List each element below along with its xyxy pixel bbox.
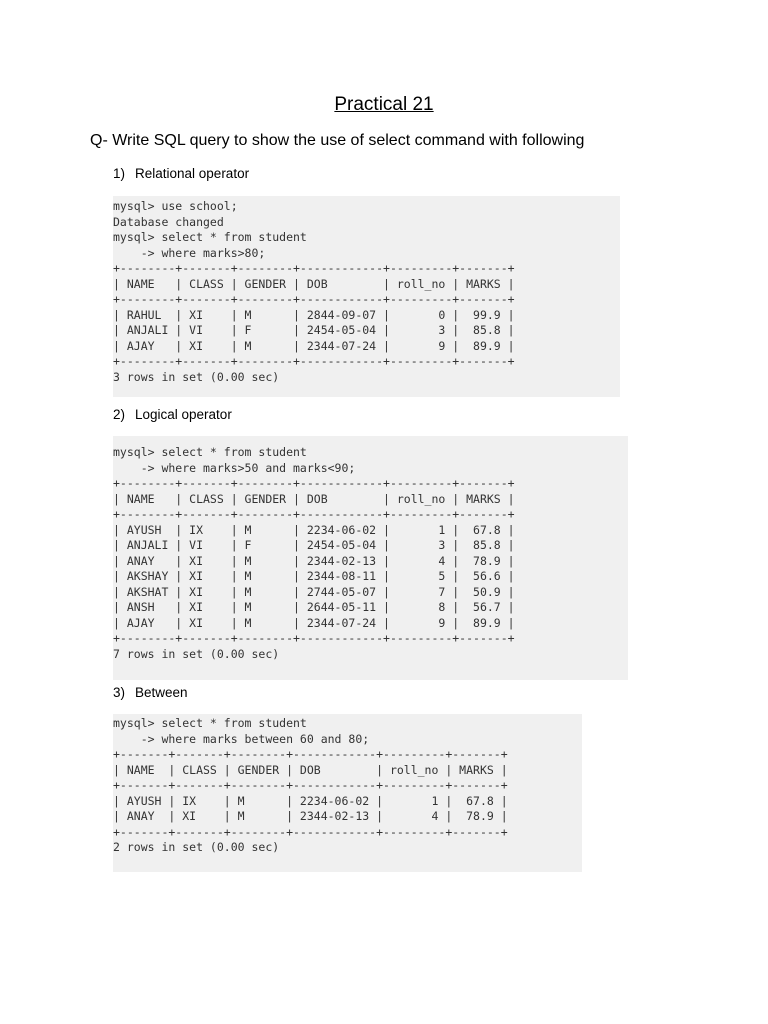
section-heading (113, 685, 188, 700)
section-number: 3) (113, 685, 126, 700)
section-title: Logical operator (135, 407, 232, 422)
section-heading (113, 166, 249, 181)
sql-console-output (113, 196, 620, 397)
sql-console-output (113, 436, 628, 680)
section-title: Relational operator (135, 166, 250, 181)
question-text: Q- Write SQL query to show the use of select command with following (90, 132, 585, 149)
console-text: mysql> select * from student -> where marks>50 and marks<90; +--------+-------+--------+------------+---------+-------+ | NAME | CLASS | GENDER | DOB | roll_no | MARKS | +--------+-------+--------+------------+---------+-------+ | AYUSH | IX | M | 2234-06-02 | 1 | 67.8 | | ANJALI | VI | F | 2454-05-04 | 3 | 85.8 | | ANAY | XI | M | 2344-02-13 | 4 | 78.9 | | AKSHAY | XI | M | 2344-08-11 | 5 | 56.6 | | AKSHAT | XI | M | 2744-05-07 | 7 | 50.9 | | ANSH | XI | M | 2644-05-11 | 8 | 56.7 | | AJAY | XI | M | 2344-07-24 | 9 | 89.9 | +--------+-------+--------+------------+---------+-------+ 7 rows in set (0.00 sec) (113, 445, 515, 661)
sql-console-output (113, 714, 582, 872)
section-number: 1) (113, 166, 126, 181)
section-title: Between (135, 685, 188, 700)
console-text: mysql> use school; Database changed mysql> select * from student -> where marks>80; +--------+-------+--------+------------+---------+-------+ | NAME | CLASS | GENDER | DOB | roll_no | MARKS | +--------+-------+--------+------------+---------+-------+ | RAHUL | XI | M | 2844-09-07 | 0 | 99.9 | | ANJALI | VI | F | 2454-05-04 | 3 | 85.8 | | AJAY | XI | M | 2344-07-24 | 9 | 89.9 | +--------+-------+--------+------------+---------+-------+ 3 rows in set (0.00 sec) (113, 199, 515, 384)
console-text: mysql> select * from student -> where marks between 60 and 80; +-------+-------+--------+------------+---------+-------+ | NAME | CLASS | GENDER | DOB | roll_no | MARKS | +-------+-------+--------+------------+---------+-------+ | AYUSH | IX | M | 2234-06-02 | 1 | 67.8 | | ANAY | XI | M | 2344-02-13 | 4 | 78.9 | +-------+-------+--------+------------+---------+-------+ 2 rows in set (0.00 sec) (113, 716, 508, 854)
section-heading (113, 407, 232, 422)
section-number: 2) (113, 407, 126, 422)
page-title: Practical 21 (334, 94, 434, 115)
